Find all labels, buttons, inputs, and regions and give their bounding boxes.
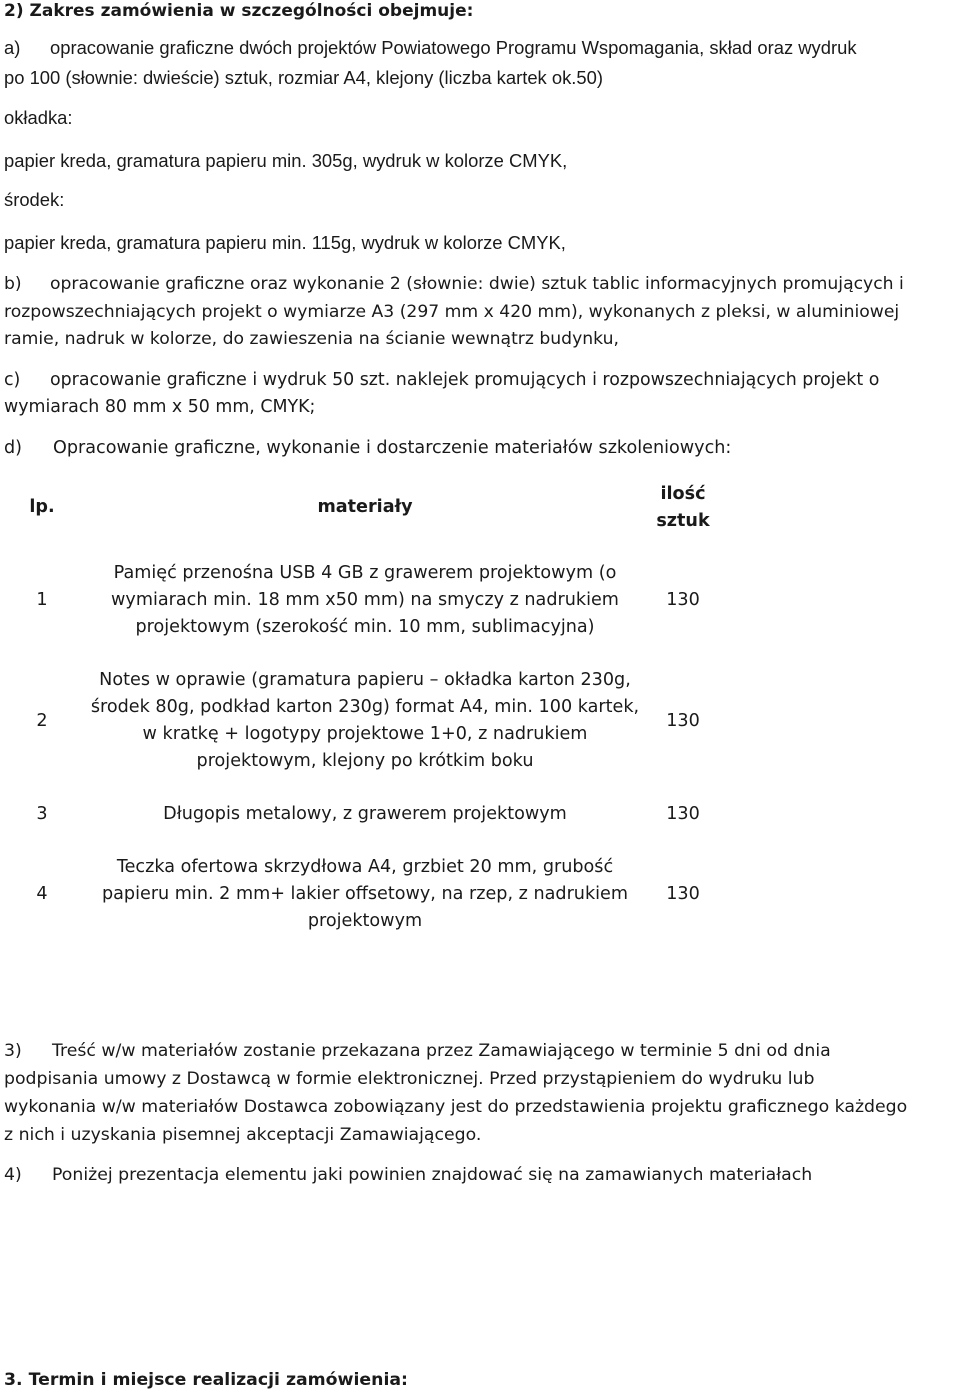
row-qty: 130 bbox=[666, 711, 700, 731]
item-d-text-1: Opracowanie graficzne, wykonanie i dostarczenie materiałów szkoleniowych: bbox=[53, 438, 732, 458]
row-material-line: wymiarach min. 18 mm x50 mm) na smyczy z nadrukiem bbox=[111, 590, 619, 610]
row-qty: 130 bbox=[666, 884, 700, 904]
section-3-termin-heading: 3. Termin i miejsce realizacji zamówienia: bbox=[4, 1370, 408, 1390]
item-c-line-2: wymiarach 80 mm x 50 mm, CMYK; bbox=[4, 397, 316, 417]
table-header-qty-line-2: sztuk bbox=[656, 511, 710, 531]
row-lp: 4 bbox=[36, 884, 48, 904]
item-a-line-1 bbox=[4, 34, 857, 62]
section-3-line-2: podpisania umowy z Dostawcą w formie elektronicznej. Przed przystąpieniem do wydruku lub bbox=[4, 1069, 815, 1089]
row-material-line: projektowym (szerokość min. 10 mm, sublimacyjna) bbox=[135, 617, 595, 637]
inside-spec: papier kreda, gramatura papieru min. 115g, wydruk w kolorze CMYK, bbox=[4, 232, 566, 253]
section-4-line-1 bbox=[4, 1161, 812, 1189]
item-a-line-2: po 100 (słownie: dwieście) sztuk, rozmiar A4, klejony (liczba kartek ok.50) bbox=[4, 67, 603, 88]
item-c-line-1 bbox=[4, 366, 879, 394]
item-b-label: b) bbox=[4, 274, 22, 294]
item-b-line-2: rozpowszechniających projekt o wymiarze A3 (297 mm x 420 mm), wykonanych z pleksi, w aluminiowej bbox=[4, 302, 900, 322]
item-d-line-1 bbox=[4, 434, 731, 462]
section-3-line-1 bbox=[4, 1037, 831, 1065]
item-d-label: d) bbox=[4, 438, 23, 458]
row-material-line: w kratkę + logotypy projektowe 1+0, z nadrukiem bbox=[142, 724, 588, 744]
row-lp: 3 bbox=[36, 804, 48, 824]
row-lp: 1 bbox=[36, 590, 48, 610]
row-material-line: projektowym, klejony po krótkim boku bbox=[196, 751, 534, 771]
item-b-line-1 bbox=[4, 270, 904, 298]
table-header-lp: lp. bbox=[29, 497, 55, 517]
row-material-line: środek 80g, podkład karton 230g) format A4, min. 100 kartek, bbox=[90, 697, 640, 717]
cover-spec: papier kreda, gramatura papieru min. 305g, wydruk w kolorze CMYK, bbox=[4, 150, 568, 171]
row-qty: 130 bbox=[666, 804, 700, 824]
row-material-line: projektowym bbox=[307, 911, 423, 931]
row-material-line: Teczka ofertowa skrzydłowa A4, grzbiet 20 mm, grubość bbox=[116, 857, 614, 877]
section-4-text-1: Poniżej prezentacja elementu jaki powinien znajdować się na zamawianych materiałach bbox=[52, 1165, 813, 1185]
item-b-line-3: ramie, nadruk w kolorze, do zawieszenia na ścianie wewnątrz budynku, bbox=[4, 329, 619, 349]
item-b-text-1: opracowanie graficzne oraz wykonanie 2 (słownie: dwie) sztuk tablic informacyjnych promujących i bbox=[50, 274, 904, 294]
row-qty: 130 bbox=[666, 590, 700, 610]
item-c-text-1: opracowanie graficzne i wydruk 50 szt. naklejek promujących i rozpowszechniających projekt o bbox=[50, 370, 880, 390]
section-3-text-1: Treść w/w materiałów zostanie przekazana przez Zamawiającego w terminie 5 dni od dnia bbox=[52, 1041, 831, 1061]
row-material-line: Notes w oprawie (gramatura papieru – okładka karton 230g, bbox=[99, 670, 631, 690]
row-lp: 2 bbox=[36, 711, 48, 731]
section-3-line-3: wykonania w/w materiałów Dostawca zobowiązany jest do przedstawienia projektu graficznego każdego bbox=[4, 1097, 908, 1117]
inside-label: środek: bbox=[4, 189, 65, 210]
row-material-line: papieru min. 2 mm+ lakier offsetowy, na rzep, z nadrukiem bbox=[101, 884, 628, 904]
item-a-label: a) bbox=[4, 37, 21, 58]
section-4-label: 4) bbox=[4, 1165, 22, 1185]
section-2-heading: 2) Zakres zamówienia w szczególności obejmuje: bbox=[4, 1, 474, 21]
item-c-label: c) bbox=[4, 370, 21, 390]
table-header-qty-line-1: ilość bbox=[660, 484, 706, 504]
section-3-label: 3) bbox=[4, 1041, 22, 1061]
section-3-line-4: z nich i uzyskania pisemnej akceptacji Zamawiającego. bbox=[4, 1125, 482, 1145]
cover-label: okładka: bbox=[4, 107, 73, 128]
item-a-text-1: opracowanie graficzne dwóch projektów Powiatowego Programu Wspomagania, skład oraz wydruk bbox=[50, 37, 857, 58]
table-header-materials: materiały bbox=[317, 497, 413, 517]
row-material-line: Pamięć przenośna USB 4 GB z grawerem projektowym (o bbox=[113, 563, 617, 583]
row-material-line: Długopis metalowy, z grawerem projektowym bbox=[163, 804, 567, 824]
